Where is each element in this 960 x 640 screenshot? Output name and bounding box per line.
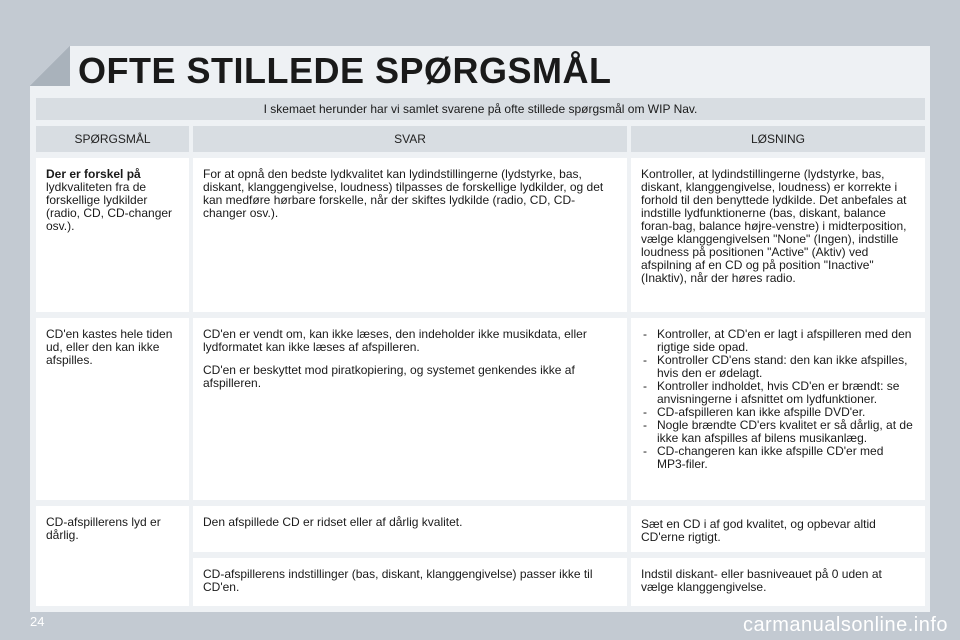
row3-solution-b-text: Indstil diskant- eller basniveauet på 0 uden at vælge klanggengivelse. [641,567,882,594]
list-item: - CD-afspilleren kan ikke afspille DVD'er. [641,406,915,419]
list-item: - Kontroller, at CD'en er lagt i afspilleren med den rigtige side opad. [641,328,915,354]
row3-solution-a [631,506,925,552]
row3-question-text: CD-afspillerens lyd er dårlig. [46,515,161,542]
header-question: SPØRGSMÅL [36,126,189,152]
page-title: OFTE STILLEDE SPØRGSMÅL [78,50,612,91]
row1-solution-text: Kontroller, at lydindstillingerne (lydstyrke, bas, diskant, klanggengivelse, loudness) er korrekte i forhold til den benyttede lydkilde. Det anbefales at indstille lydfunktionerne (bas, diskant, balance foran-bag, balance højre-venstre) i midterposition, vælge klanggengivelsen "None" (Ingen), indstille loudness på positionen "Active" (Aktiv) ved afspilning af en CD og på position "Inactive" (Inaktiv), når der høres radio. [641,167,907,285]
intro-text: I skemaet herunder har vi samlet svarene på ofte stillede spørgsmål om WIP Nav. [36,98,925,120]
header-solution: LØSNING [631,126,925,152]
list-item: - CD-changeren kan ikke afspille CD'er med MP3-filer. [641,445,915,471]
row2-question [36,318,189,500]
row2-answer [193,318,627,500]
row1-question [36,158,189,312]
row1-solution [631,158,925,312]
row3-answer-b [193,558,627,606]
row3-answer-a-text: Den afspillede CD er ridset eller af dårlig kvalitet. [203,515,463,529]
row2-solution-list [641,328,915,471]
row2-question-text: CD'en kastes hele tiden ud, eller den kan ikke afspilles. [46,327,173,367]
row3-solution-a-text: Sæt en CD i af god kvalitet, og opbevar altid CD'erne rigtigt. [641,517,876,544]
list-item: - Nogle brændte CD'ers kvalitet er så dårlig, at de ikke kan afspilles af bilens musikanlæg. [641,419,915,445]
row2-answer-para-2: CD'en er beskyttet mod piratkopiering, og systemet genkendes ikke af afspilleren. [203,363,575,390]
row2-solution [631,318,925,500]
row3-answer-a [193,506,627,552]
row3-question [36,506,189,606]
row3-solution-b [631,558,925,606]
page-corner-fold [30,46,70,86]
row2-answer-para-1: CD'en er vendt om, kan ikke læses, den indeholder ikke musikdata, eller lydformatet kan ikke læses af afspilleren. [203,327,587,354]
row1-answer-text: For at opnå den bedste lydkvalitet kan lydindstillingerne (lydstyrke, bas, diskant, klanggengivelse, loudness) tilpasses de forskellige lydkilder, og det kan medføre hørbare forskelle, når der skiftes lydkilde (radio, CD, CD-changer osv.). [203,167,604,220]
watermark: carmanualsonline.info [742,614,948,636]
page-number: 24 [30,614,45,629]
row3-answer-b-text: CD-afspillerens indstillinger (bas, diskant, klanggengivelse) passer ikke til CD'en. [203,567,593,594]
row1-question-lead: Der er forskel på [46,167,141,181]
list-item: - Kontroller CD'ens stand: den kan ikke afspilles, hvis den er ødelagt. [641,354,915,380]
row1-answer [193,158,627,312]
row1-question-text: lydkvaliteten fra de forskellige lydkilder (radio, CD, CD-changer osv.). [46,180,173,233]
header-answer: SVAR [193,126,627,152]
list-item: - Kontroller indholdet, hvis CD'en er brændt: se anvisningerne i afsnittet om lydfunktioner. [641,380,915,406]
